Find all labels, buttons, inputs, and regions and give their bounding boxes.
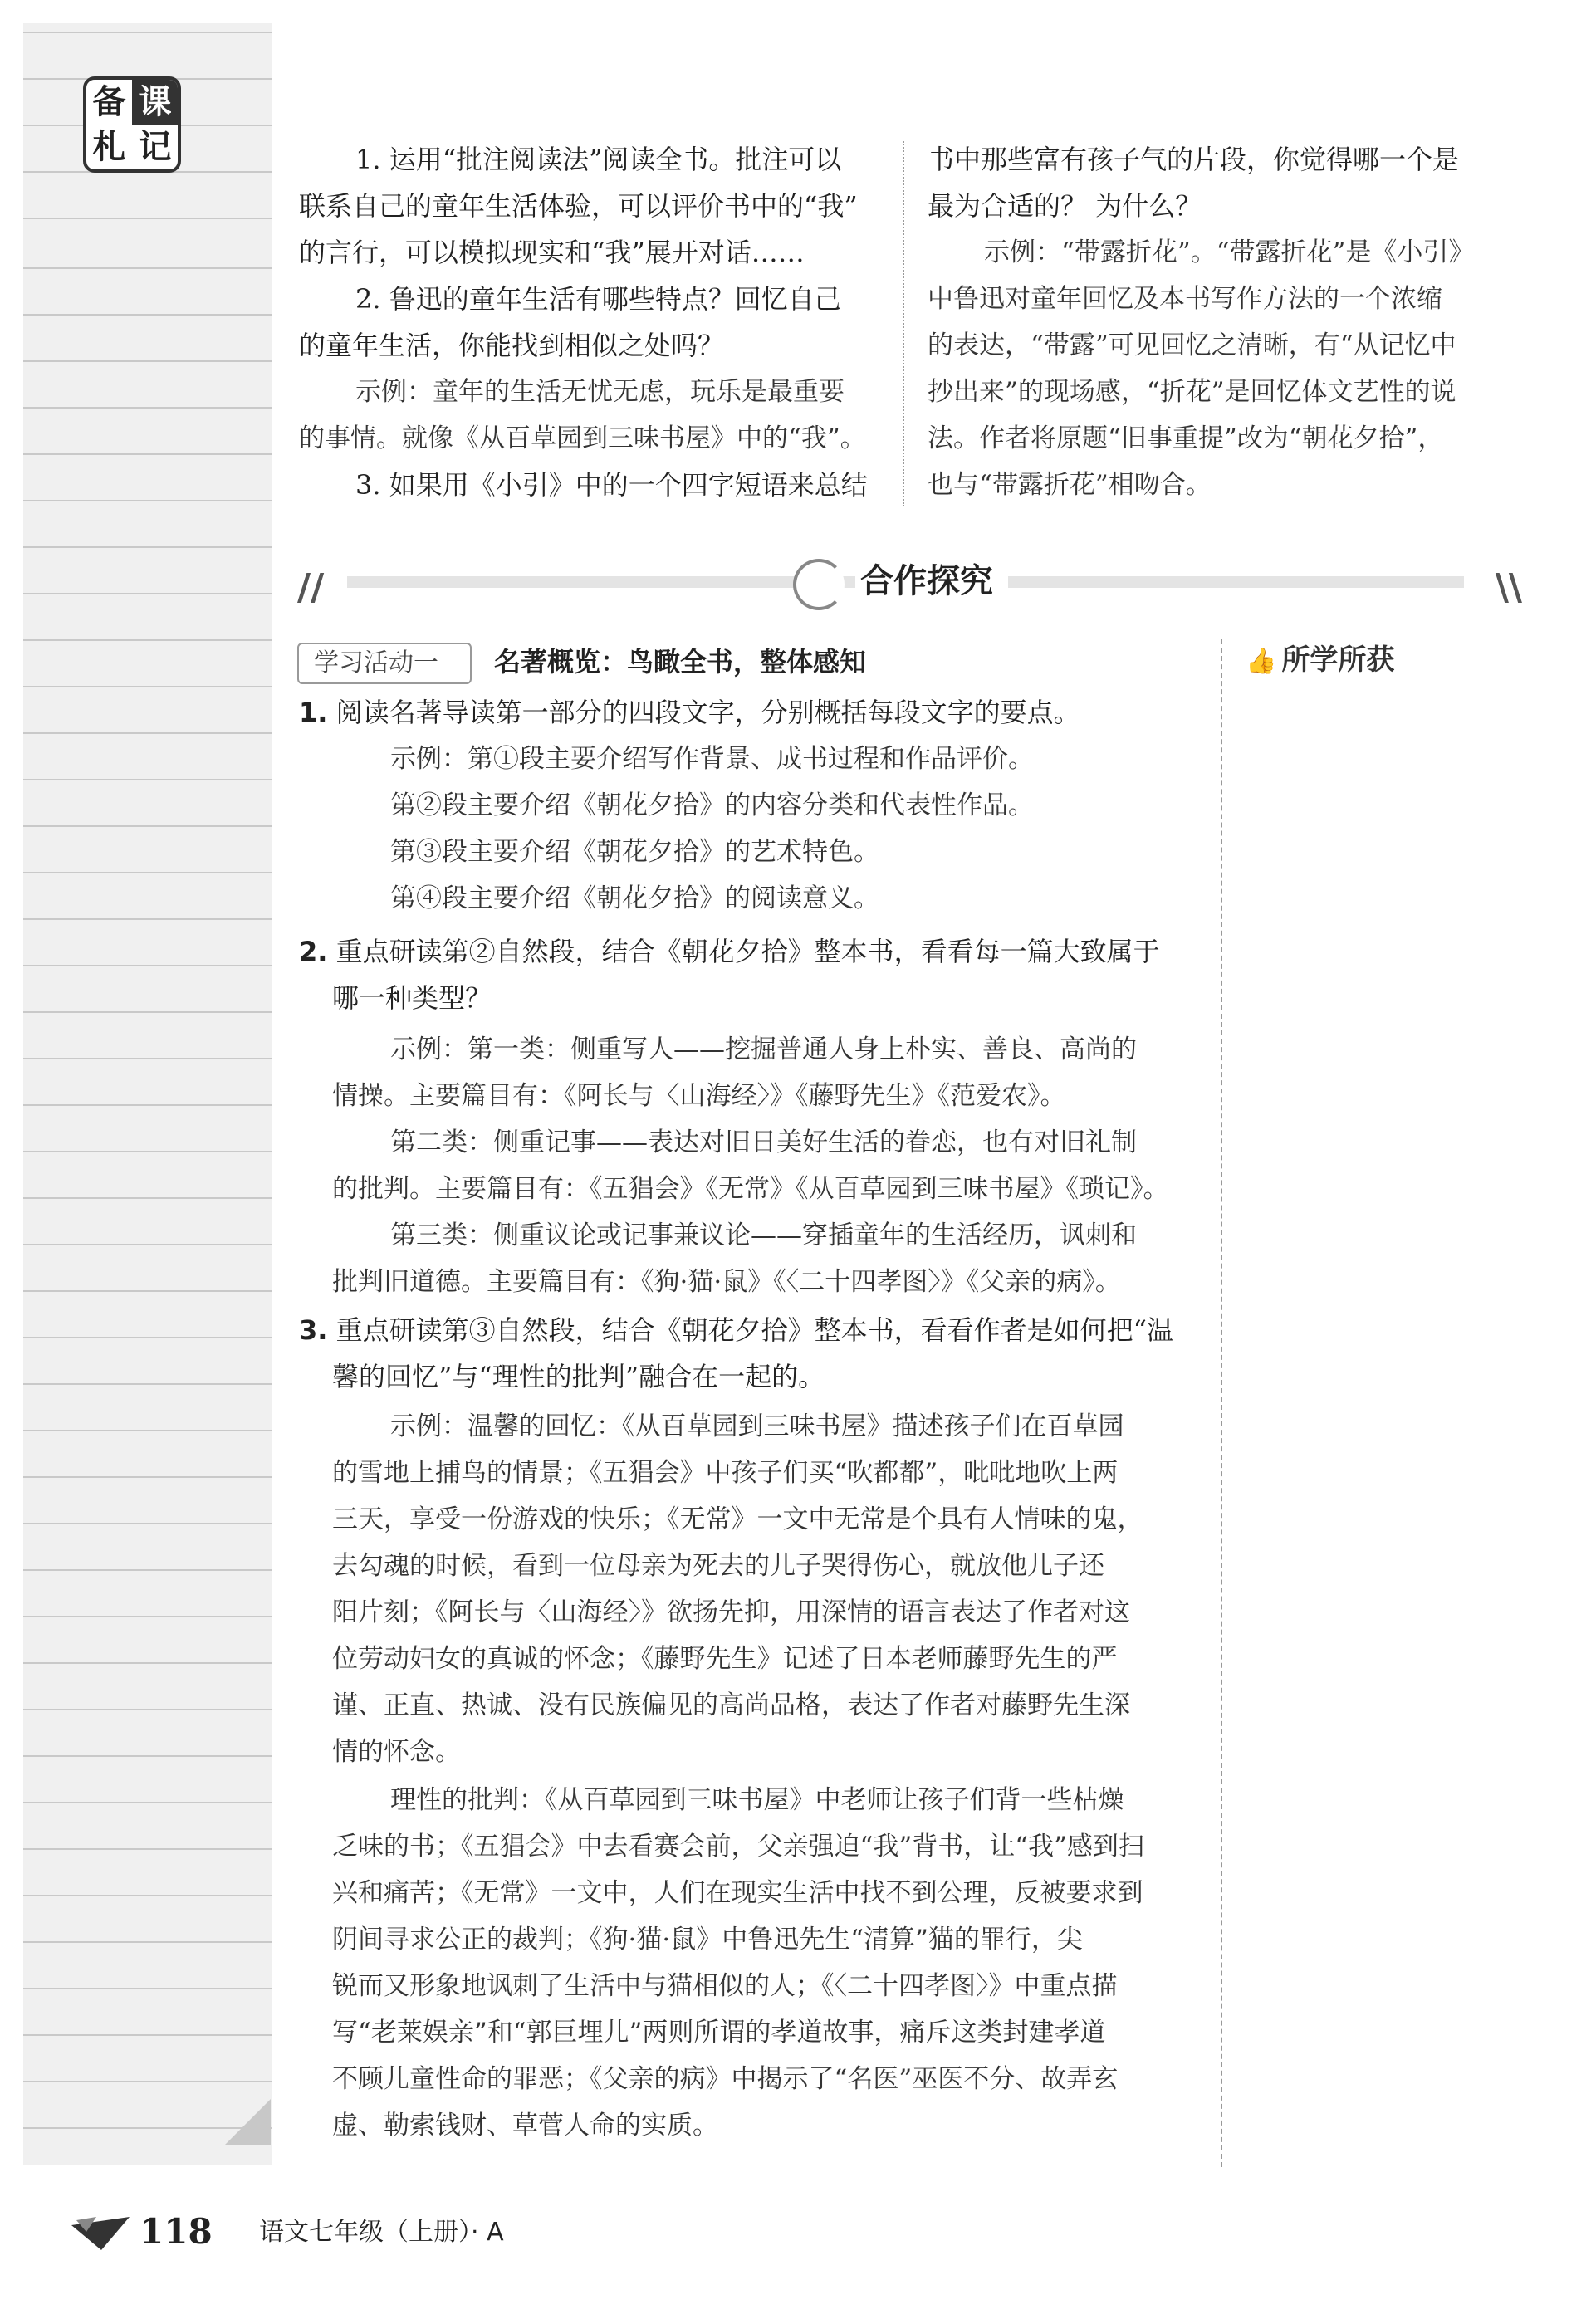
column-divider	[903, 141, 904, 506]
answer-line: 阳片刻；《阿长与〈山海经〉》欲扬先抑，用深情的语言表达了作者对这	[332, 1597, 1130, 1627]
answer-line: 情的怀念。	[332, 1737, 461, 1767]
gains-label	[1246, 641, 1394, 681]
footer-arrow-icon	[71, 2217, 130, 2250]
answer-line: 示例：“带露折花”。“带露折花”是《小引》	[984, 237, 1475, 267]
answer-line: 也与“带露折花”相吻合。	[928, 470, 1212, 500]
answer-line: 情操。主要篇目有：《阿长与〈山海经〉》《藤野先生》《范爱农》。	[332, 1081, 1066, 1111]
stamp-char: 备	[92, 82, 126, 121]
text-line: 书中那些富有孩子气的片段，你觉得哪一个是	[928, 144, 1460, 175]
answer-line: 虚、勒索钱财、草菅人命的实质。	[332, 2111, 718, 2140]
answer-line: 理性的批判：《从百草园到三味书屋》中老师让孩子们背一些枯燥	[390, 1785, 1124, 1815]
question-2	[299, 928, 1160, 975]
answer-line: 示例：童年的生活无忧无虑，玩乐是最重要	[355, 377, 845, 407]
answer-line: 去勾魂的时候，看到一位母亲为死去的儿子哭得伤心，就放他儿子还	[332, 1551, 1104, 1581]
question-text: 重点研读第②自然段，结合《朝花夕拾》整本书，看看每一篇大致属于	[335, 936, 1160, 967]
gains-column-divider	[1221, 639, 1222, 2167]
lesson-notes-stamp	[83, 76, 181, 173]
question-1	[299, 689, 1080, 736]
answer-line: 第③段主要介绍《朝花夕拾》的艺术特色。	[390, 837, 879, 867]
answer-line: 示例：第一类：侧重写人——挖掘普通人身上朴实、善良、高尚的	[390, 1035, 1137, 1064]
question-text-line: 哪一种类型？	[332, 982, 492, 1014]
notes-page-curl	[224, 2099, 271, 2145]
slash-left-icon: //	[297, 566, 325, 609]
gains-text: 所学所获	[1281, 643, 1395, 677]
answer-line: 的事情。就像《从百草园到三味书屋》中的“我”。	[299, 423, 866, 453]
answer-line: 第三类：侧重议论或记事兼议论——穿插童年的生活经历，讽刺和	[390, 1221, 1137, 1250]
answer-line: 第②段主要介绍《朝花夕拾》的内容分类和代表性作品。	[390, 790, 1034, 820]
book-title: 语文七年级（上册）· A	[259, 2218, 504, 2247]
slash-right-icon: \\	[1495, 566, 1522, 609]
text-line: 联系自己的童年生活体验，可以评价书中的“我”	[299, 190, 858, 222]
answer-line: 第二类：侧重记事——表达对旧日美好生活的眷恋，也有对旧礼制	[390, 1128, 1137, 1157]
activity-tag: 学习活动一	[297, 643, 472, 684]
question-number: 2.	[299, 936, 328, 967]
question-3	[299, 1307, 1173, 1353]
answer-line: 写“老莱娱亲”和“郭巨埋儿”两则所谓的孝道故事，痛斥这类封建孝道	[332, 2018, 1106, 2047]
text-line: 的言行，可以模拟现实和“我”展开对话……	[299, 237, 805, 268]
activity-title: 名著概览：鸟瞰全书，整体感知	[494, 646, 867, 678]
answer-line: 的雪地上捕鸟的情景；《五猖会》中孩子们买“吹都都”，吡吡地吹上两	[332, 1458, 1119, 1488]
question-text-line: 馨的回忆”与“理性的批判”融合在一起的。	[332, 1361, 825, 1392]
answer-line: 三天，享受一份游戏的快乐；《无常》一文中无常是个具有人情味的鬼，	[332, 1504, 1143, 1534]
text-line: 3. 如果用《小引》中的一个四字短语来总结	[355, 469, 868, 501]
question-text: 阅读名著导读第一部分的四段文字，分别概括每段文字的要点。	[335, 697, 1080, 728]
answer-line: 谨、正直、热诚、没有民族偏见的高尚品格，表达了作者对藤野先生深	[332, 1690, 1130, 1720]
magnifier-icon	[793, 559, 845, 610]
stamp-char: 记	[138, 127, 172, 166]
stamp-char: 札	[92, 127, 126, 166]
text-line: 1. 运用“批注阅读法”阅读全书。批注可以	[355, 144, 842, 175]
page-number: 118	[140, 2211, 213, 2252]
answer-line: 抄出来”的现场感，“折花”是回忆体文艺性的说	[928, 377, 1456, 407]
answer-line: 锐而又形象地讽刺了生活中与猫相似的人；《〈二十四孝图〉》中重点描	[332, 1971, 1118, 2001]
text-line: 的童年生活，你能找到相似之处吗？	[299, 330, 725, 361]
answer-line: 位劳动妇女的真诚的怀念；《藤野先生》记述了日本老师藤野先生的严	[332, 1644, 1118, 1674]
answer-line: 示例：第①段主要介绍写作背景、成书过程和作品评价。	[390, 744, 1034, 774]
text-line: 最为合适的？ 为什么？	[928, 190, 1202, 222]
answer-line: 兴和痛苦；《无常》一文中，人们在现实生活中找不到公理，反被要求到	[332, 1878, 1143, 1908]
answer-line: 示例：温馨的回忆：《从百草园到三味书屋》描述孩子们在百草园	[390, 1411, 1124, 1441]
stamp-char: 课	[132, 80, 178, 125]
answer-line: 法。作者将原题“旧事重提”改为“朝花夕拾”，	[928, 423, 1444, 453]
text-line: 2. 鲁迅的童年生活有哪些特点？回忆自己	[355, 283, 841, 315]
answer-line: 不顾儿童性命的罪恶；《父亲的病》中揭示了“名医”巫医不分、故弄玄	[332, 2064, 1119, 2094]
answer-line: 阴间寻求公正的裁判；《狗·猫·鼠》中鲁迅先生“清算”猫的罪行，尖	[332, 1925, 1083, 1955]
answer-line: 批判旧道德。主要篇目有：《狗·猫·鼠》《〈二十四孝图〉》《父亲的病》。	[332, 1267, 1121, 1297]
answer-line: 第④段主要介绍《朝花夕拾》的阅读意义。	[390, 883, 879, 913]
thumbs-up-icon: 👍	[1246, 647, 1277, 676]
notes-margin	[23, 23, 272, 2165]
answer-line: 的表达，“带露”可见回忆之清晰，有“从记忆中	[928, 330, 1456, 360]
answer-line: 中鲁迅对童年回忆及本书写作方法的一个浓缩	[928, 284, 1442, 314]
question-number: 1.	[299, 697, 328, 728]
answer-line: 的批判。主要篇目有：《五猖会》《无常》《从百草园到三味书屋》《琐记》。	[332, 1174, 1169, 1204]
answer-line: 乏味的书；《五猖会》中去看赛会前，父亲强迫“我”背书，让“我”感到扫	[332, 1832, 1144, 1862]
section-title: 合作探究	[855, 558, 1008, 604]
question-text: 重点研读第③自然段，结合《朝花夕拾》整本书，看看作者是如何把“温	[335, 1314, 1173, 1346]
question-number: 3.	[299, 1314, 328, 1346]
